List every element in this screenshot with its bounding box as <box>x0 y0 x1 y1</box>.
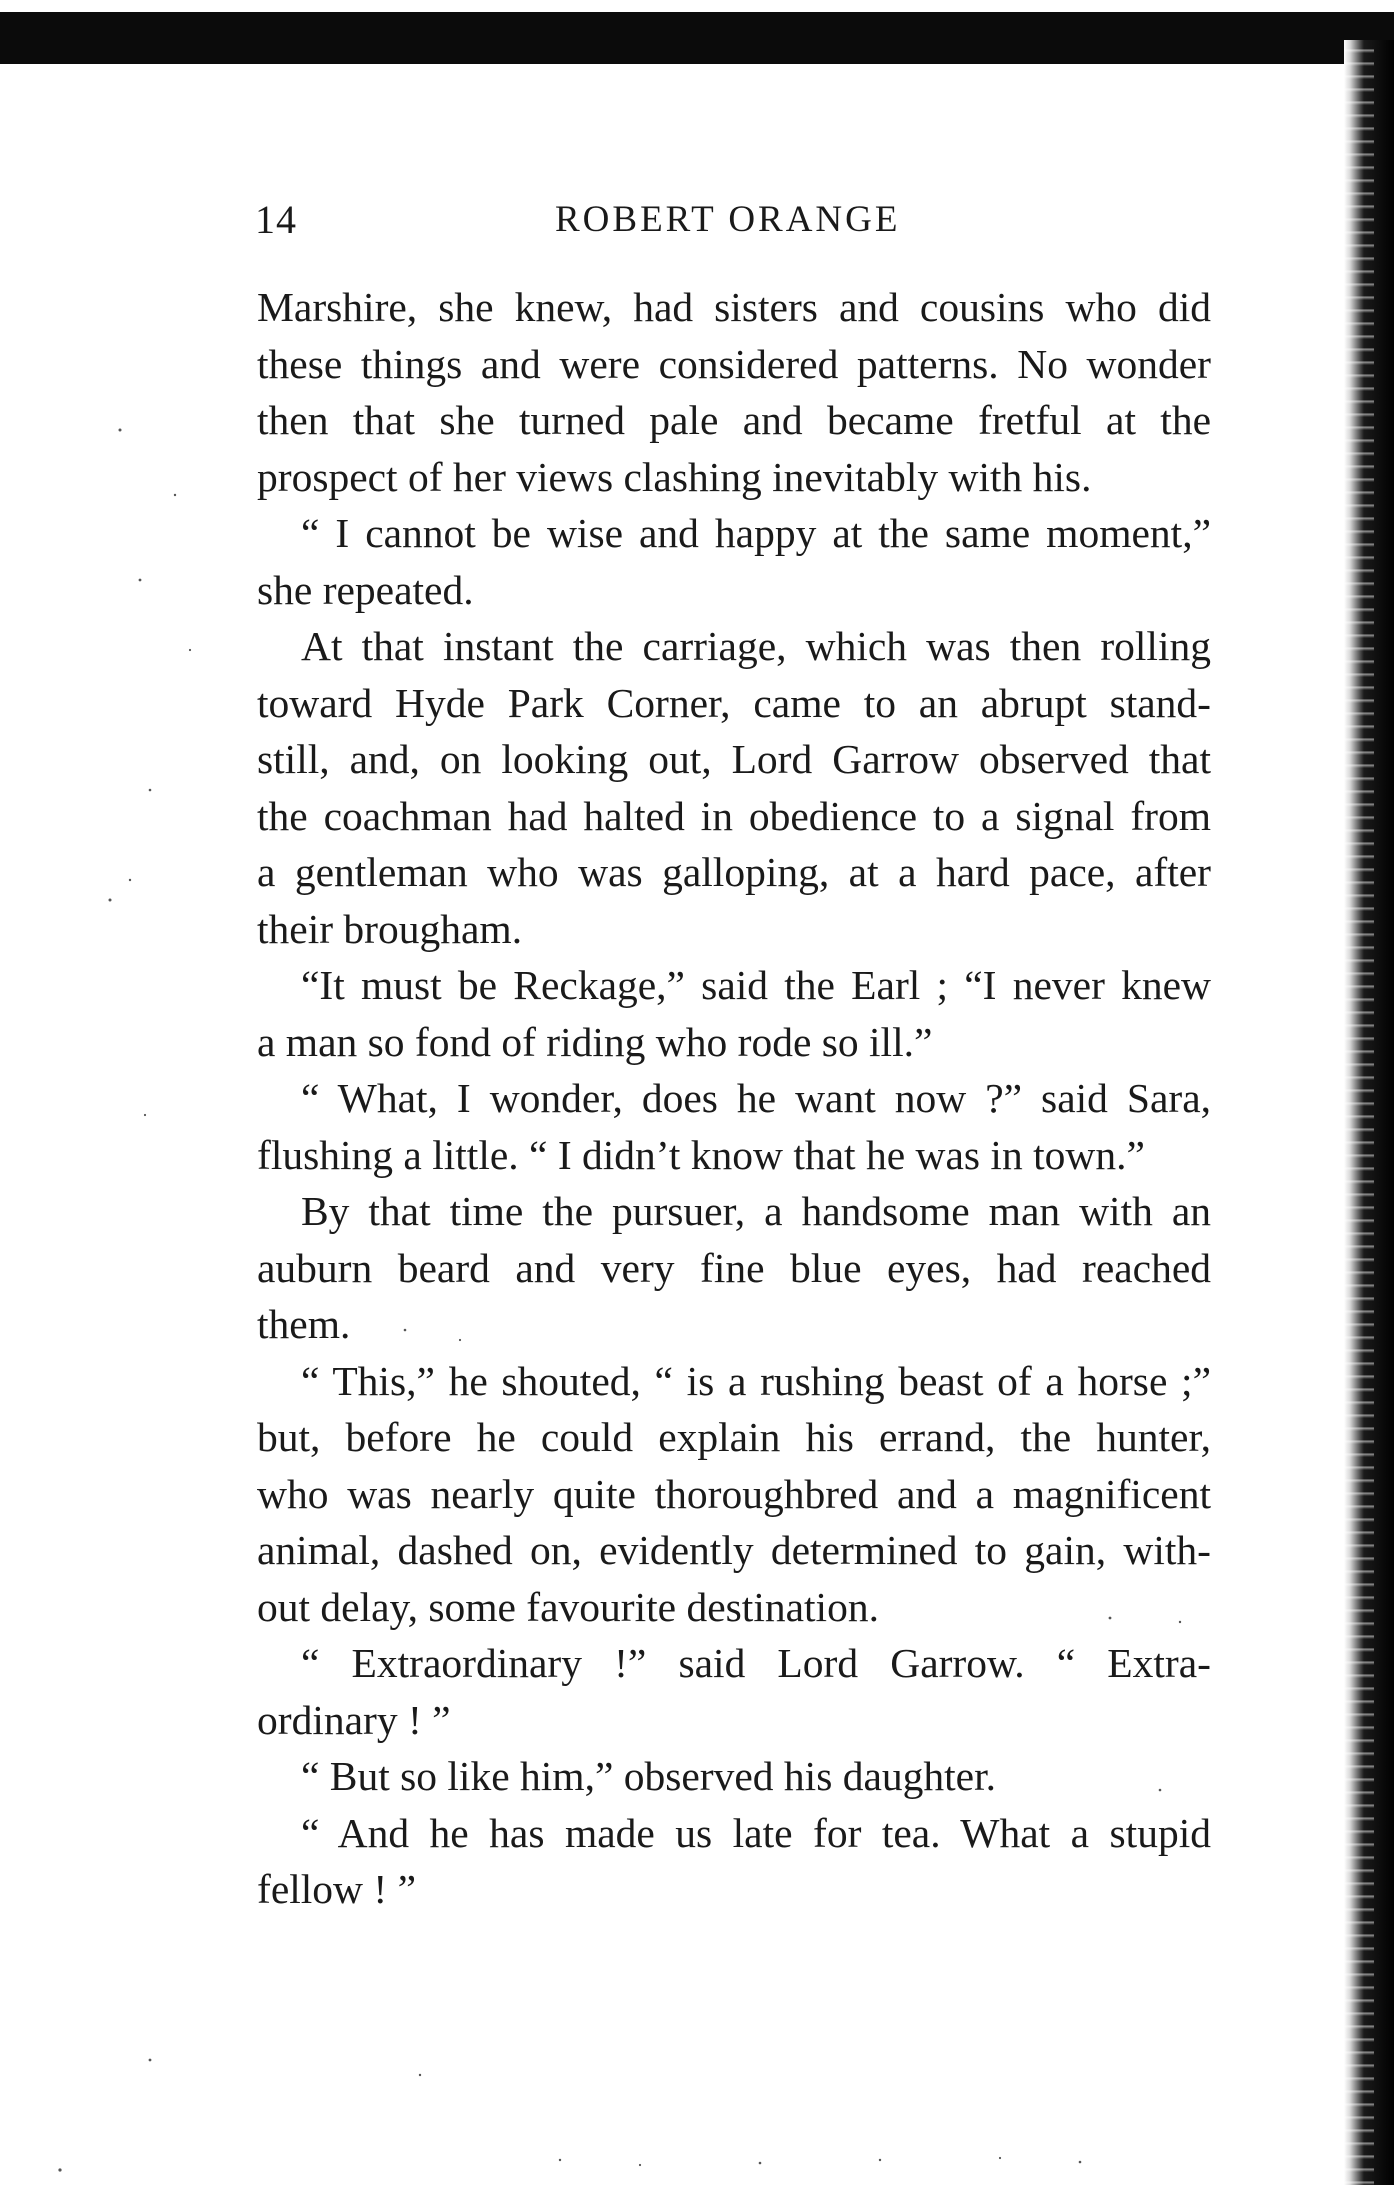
text-line: toward Hyde Park Corner, came to an abrupt stand- <box>257 679 1211 726</box>
text-line: the coachman had halted in obedience to a signal from <box>257 792 1211 839</box>
text-line: them. <box>257 1301 351 1347</box>
text-line: “ What, I wonder, does he want now ?” said Sara, <box>301 1075 1211 1121</box>
text-line: “It must be Reckage,” said the Earl ; “I never knew <box>301 962 1211 1008</box>
text-line: “ Extraordinary !” said Lord Garrow. “ Extra- <box>301 1640 1211 1686</box>
text-line: “ I cannot be wise and happy at the same moment,” <box>301 510 1211 556</box>
text-line: fellow ! ” <box>257 1866 417 1912</box>
scan-right-edge <box>1344 40 1394 2185</box>
text-line: flushing a little. “ I didn’t know that he was in town.” <box>257 1131 1145 1178</box>
text-line: “ And he has made us late for tea. What a stupid <box>301 1809 1211 1856</box>
running-title: ROBERT ORANGE <box>555 199 901 240</box>
text-line: auburn beard and very fine blue eyes, had reached <box>257 1244 1211 1291</box>
text-line: their brougham. <box>257 905 523 952</box>
text-line: out delay, some favourite destination. <box>257 1583 879 1630</box>
text-line: prospect of her views clashing inevitably with his. <box>257 453 1092 500</box>
scan-top-border <box>0 12 1394 64</box>
text-line: a man so fond of riding who rode so ill.” <box>257 1018 933 1065</box>
text-line: she repeated. <box>257 566 474 613</box>
text-line: these things and were considered patterns. No wonder <box>257 340 1211 387</box>
page-number: 14 <box>255 197 297 242</box>
text-line: “ But so like him,” observed his daughter. <box>301 1753 997 1799</box>
text-line: a gentleman who was galloping, at a hard pace, after <box>257 849 1211 895</box>
text-line: who was nearly quite thoroughbred and a magnificent <box>257 1470 1211 1517</box>
text-line: still, and, on looking out, Lord Garrow observed that <box>257 736 1211 782</box>
page-header <box>255 196 1215 256</box>
text-line: At that instant the carriage, which was then rolling <box>301 623 1211 669</box>
text-line: By that time the pursuer, a handsome man with an <box>301 1188 1211 1234</box>
text-line: then that she turned pale and became fretful at the <box>257 397 1211 443</box>
text-line: animal, dashed on, evidently determined to gain, with- <box>257 1527 1211 1573</box>
text-line: but, before he could explain his errand, the hunter, <box>257 1414 1211 1460</box>
text-line: ordinary ! ” <box>257 1696 451 1743</box>
text-line: Marshire, she knew, had sisters and cousins who did <box>257 284 1211 330</box>
body-text <box>257 279 1211 1918</box>
text-line: “ This,” he shouted, “ is a rushing beast of a horse ;” <box>301 1357 1211 1404</box>
